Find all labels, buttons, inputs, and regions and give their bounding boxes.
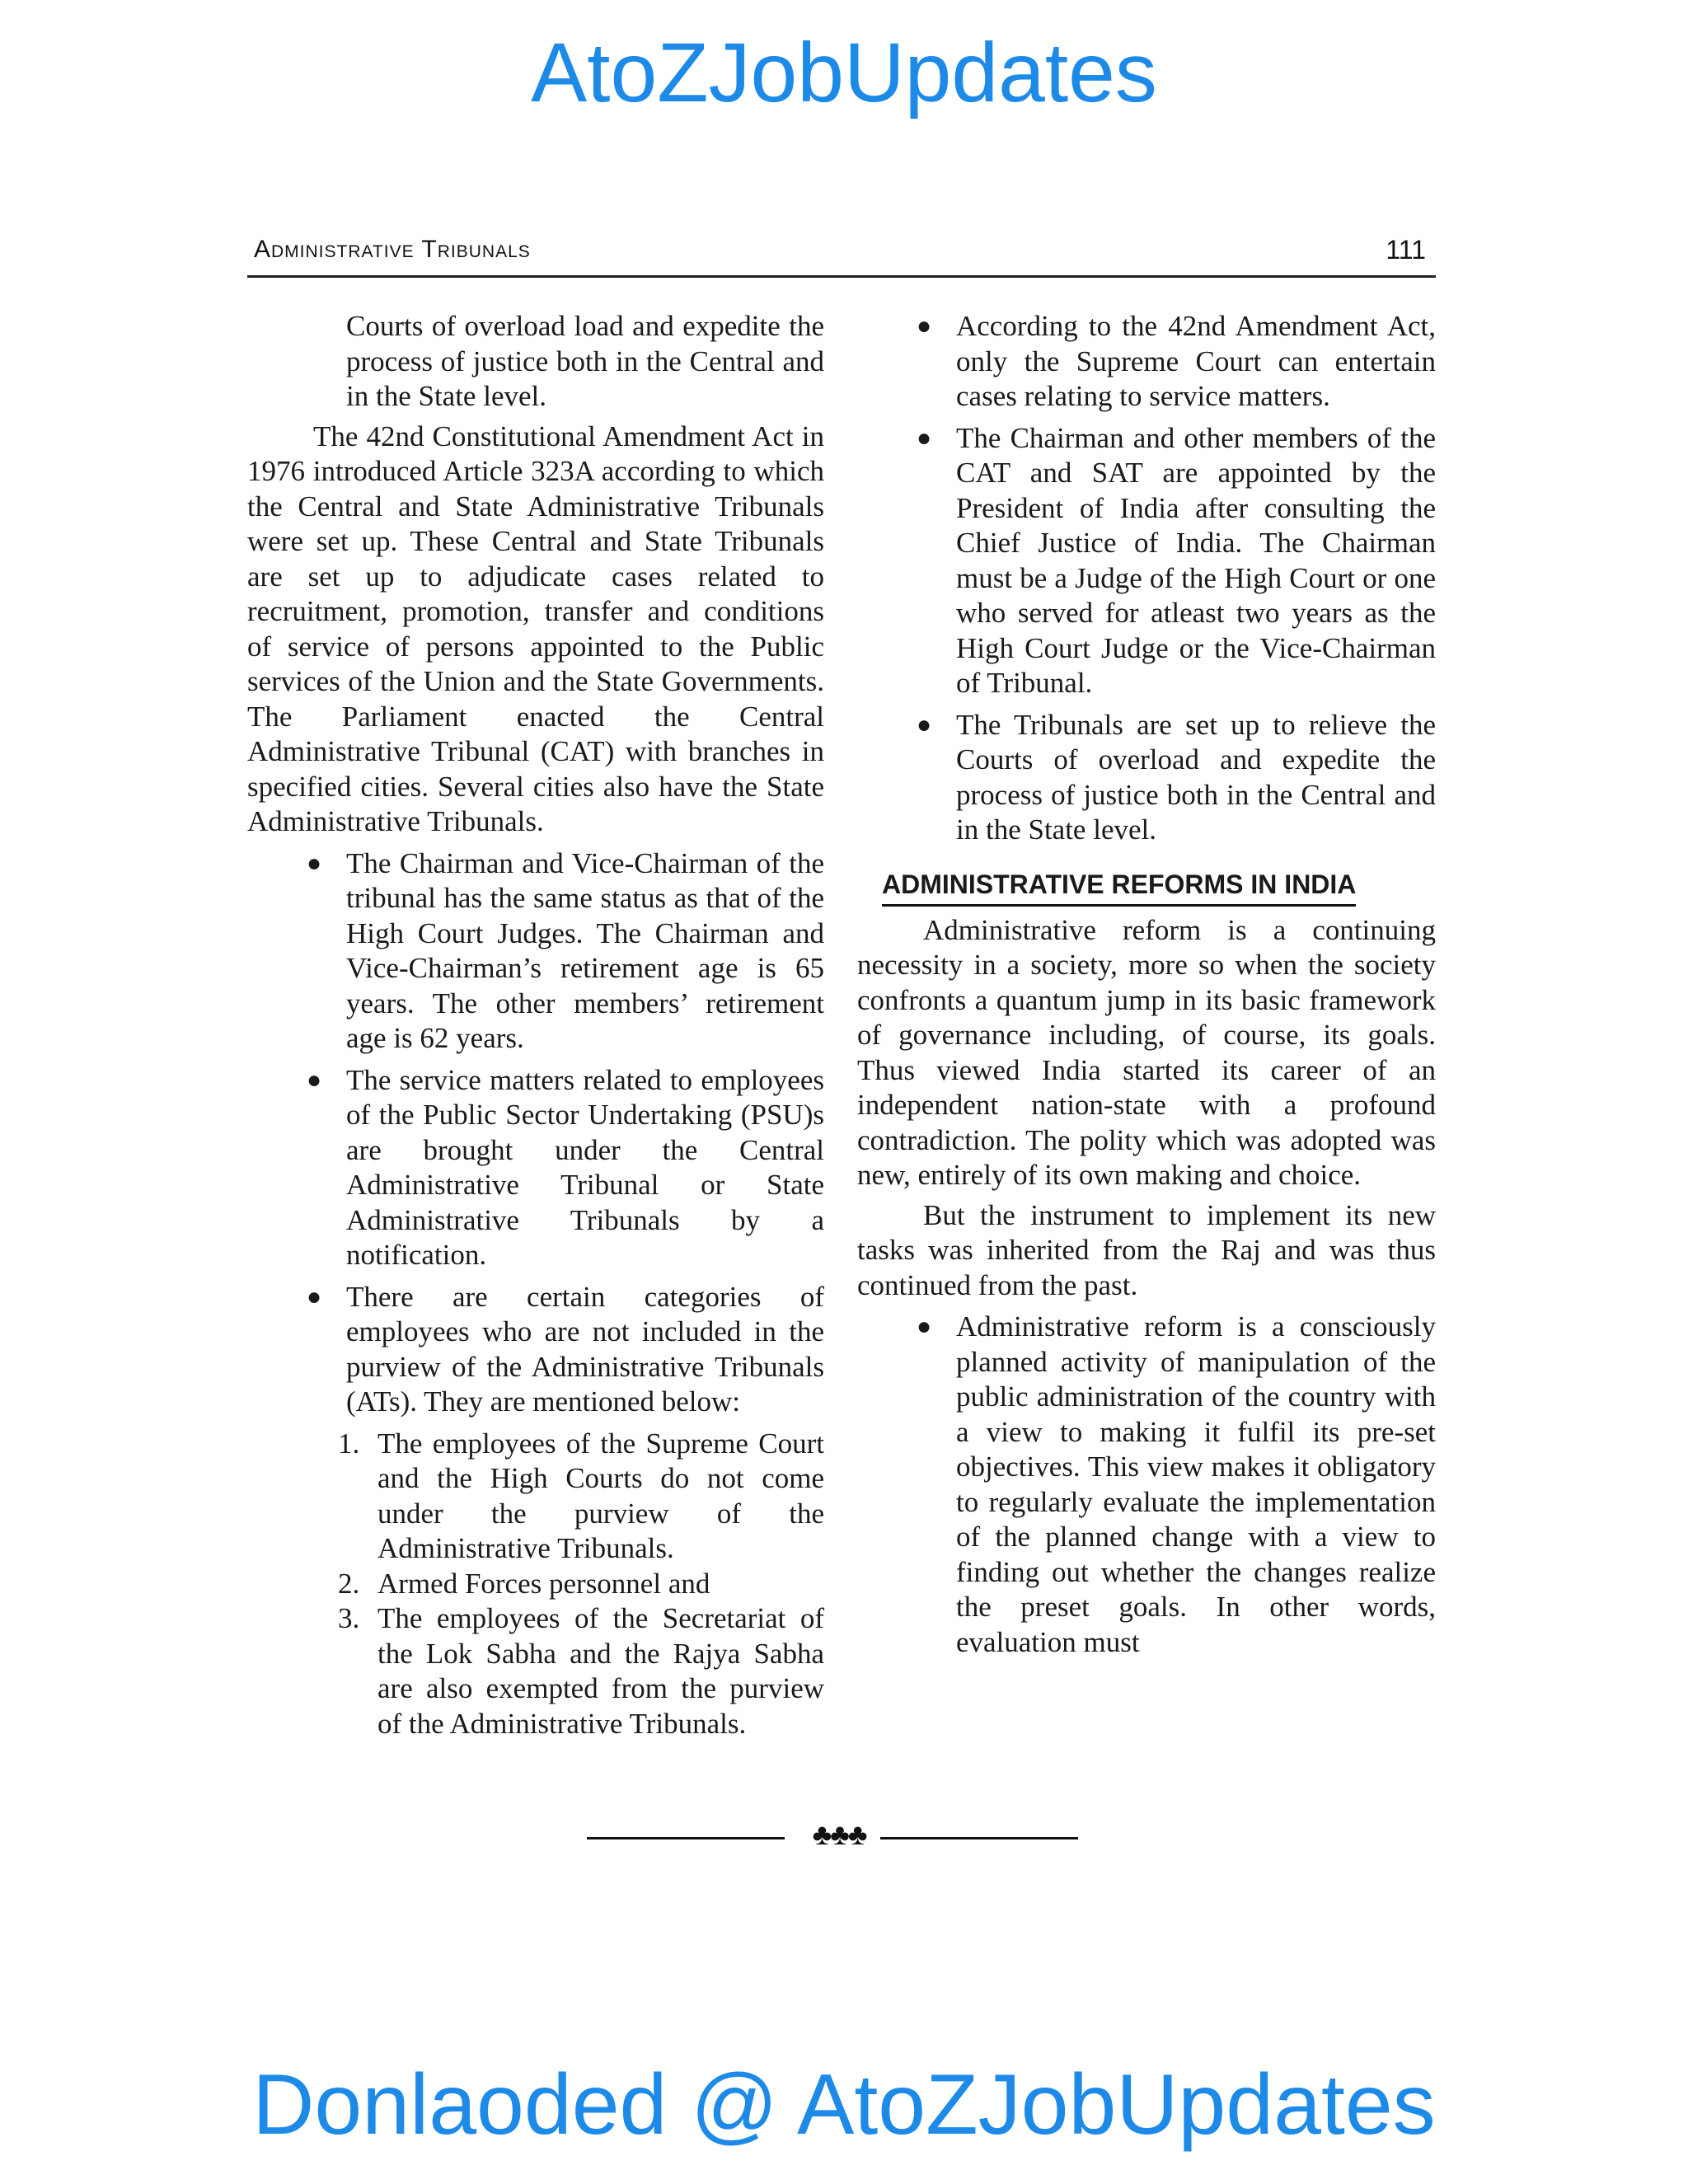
list-item-text: According to the 42nd Amendment Act, only the Supreme Court can entertain cases relating to service matters.	[956, 310, 1436, 412]
footer-ornament	[0, 1817, 1688, 1858]
bullet-icon: ●	[307, 1282, 322, 1310]
list-item	[247, 1280, 824, 1420]
watermark-top: AtoZJobUpdates	[531, 26, 1157, 120]
item-text: Armed Forces personnel and	[377, 1567, 710, 1600]
item-number: 3.	[338, 1602, 360, 1634]
watermark-bottom: Donlaoded @ AtoZJobUpdates	[252, 2057, 1436, 2153]
bullet-icon: ●	[307, 849, 322, 877]
section-heading: ADMINISTRATIVE REFORMS IN INDIA	[882, 866, 1356, 907]
list-item	[857, 309, 1436, 415]
bullet-icon: ●	[917, 424, 932, 452]
left-column	[247, 309, 824, 1741]
paragraph: Administrative reform is a continuing necessity in a society, more so when the society confronts a quantum jump in its basic framework of governance including, of course, its goals. Thus viewed India started its career of an independent nation-state with a profound contradiction. The polity which was adopted was new, entirely of its own making and choice.	[857, 913, 1436, 1191]
paragraph: But the instrument to implement its new tasks was inherited from the Raj and was thus continued from the past.	[857, 1198, 1436, 1301]
list-item	[857, 1310, 1436, 1660]
page-number: 111	[1386, 235, 1426, 265]
right-column	[857, 309, 1436, 1660]
list-item-text: The Chairman and other members of the CAT and SAT are appointed by the President of India after consulting the Chief Justice of India. The Chairman must be a Judge of the High Court or one who served for atleast two years as the High Court Judge or the Vice-Chairman of Tribunal.	[956, 421, 1436, 699]
list-item	[247, 846, 824, 1057]
list-item-text: Administrative reform is a consciously planned activity of manipulation of the public administration of the country with a view to making it fulfil its pre-set objectives. This view makes it obligatory to regularly evaluate the implementation of the planned change with a view to finding out whether the changes realize the preset goals. In other words, evaluation must	[956, 1310, 1436, 1658]
list-item	[857, 421, 1436, 701]
numbered-item	[338, 1427, 824, 1567]
bullet-icon: ●	[917, 312, 932, 340]
item-number: 1.	[338, 1427, 360, 1460]
bullet-icon: ●	[917, 710, 932, 738]
bullet-icon: ●	[917, 1313, 932, 1340]
numbered-item	[338, 1601, 824, 1741]
list-item-text: The service matters related to employees of the Public Sector Undertaking (PSU)s are brought under the Central Administrative Tribunal or State Administrative Tribunals by a notification.	[346, 1063, 824, 1271]
list-item	[247, 1063, 824, 1273]
numbered-list	[338, 1427, 824, 1742]
item-text: The employees of the Supreme Court and the High Courts do not come under the purview of the Administrative Tribunals.	[377, 1427, 824, 1564]
list-item-text: There are certain categories of employees who are not included in the purview of the Administrative Tribunals (ATs). They are mentioned below:	[346, 1280, 824, 1418]
item-text: The employees of the Secretariat of the Lok Sabha and the Rajya Sabha are also exempted from the purview of the Administrative Tribunals.	[377, 1602, 824, 1740]
bullet-icon: ●	[307, 1066, 322, 1094]
ornament-rule-right	[880, 1837, 1078, 1840]
paragraph: The 42nd Constitutional Amendment Act in 1976 introduced Article 323A according to which the Central and State Administrative Tribunals were set up. These Central and State Tribunals are set up to adjudicate cases related to recruitment, promotion, transfer and conditions of service of persons appointed to the Public services of the Union and the State Governments. The Parliament enacted the Central Administrative Tribunal (CAT) with branches in specified cities. Several cities also have the State Administrative Tribunals.	[247, 419, 824, 837]
continuation-text: Courts of overload load and expedite the process of justice both in the Central and in the State level.	[346, 310, 824, 412]
numbered-item	[338, 1567, 824, 1602]
item-number: 2.	[338, 1567, 360, 1600]
ornament-rule-left	[587, 1837, 785, 1840]
list-item-text: The Tribunals are set up to relieve the Courts of overload and expedite the process of justice both in the Central and in the State level.	[956, 708, 1436, 846]
running-header	[247, 224, 1436, 278]
clubs-icon: ♣♣♣	[812, 1818, 866, 1851]
list-item	[857, 708, 1436, 848]
header-title: Administrative Tribunals	[254, 236, 531, 263]
list-item-text: The Chairman and Vice-Chairman of the tribunal has the same status as that of the High Court Judges. The Chairman and Vice-Chairman’s retirement age is 65 years. The other members’ retirement age is 62 years.	[346, 846, 824, 1054]
